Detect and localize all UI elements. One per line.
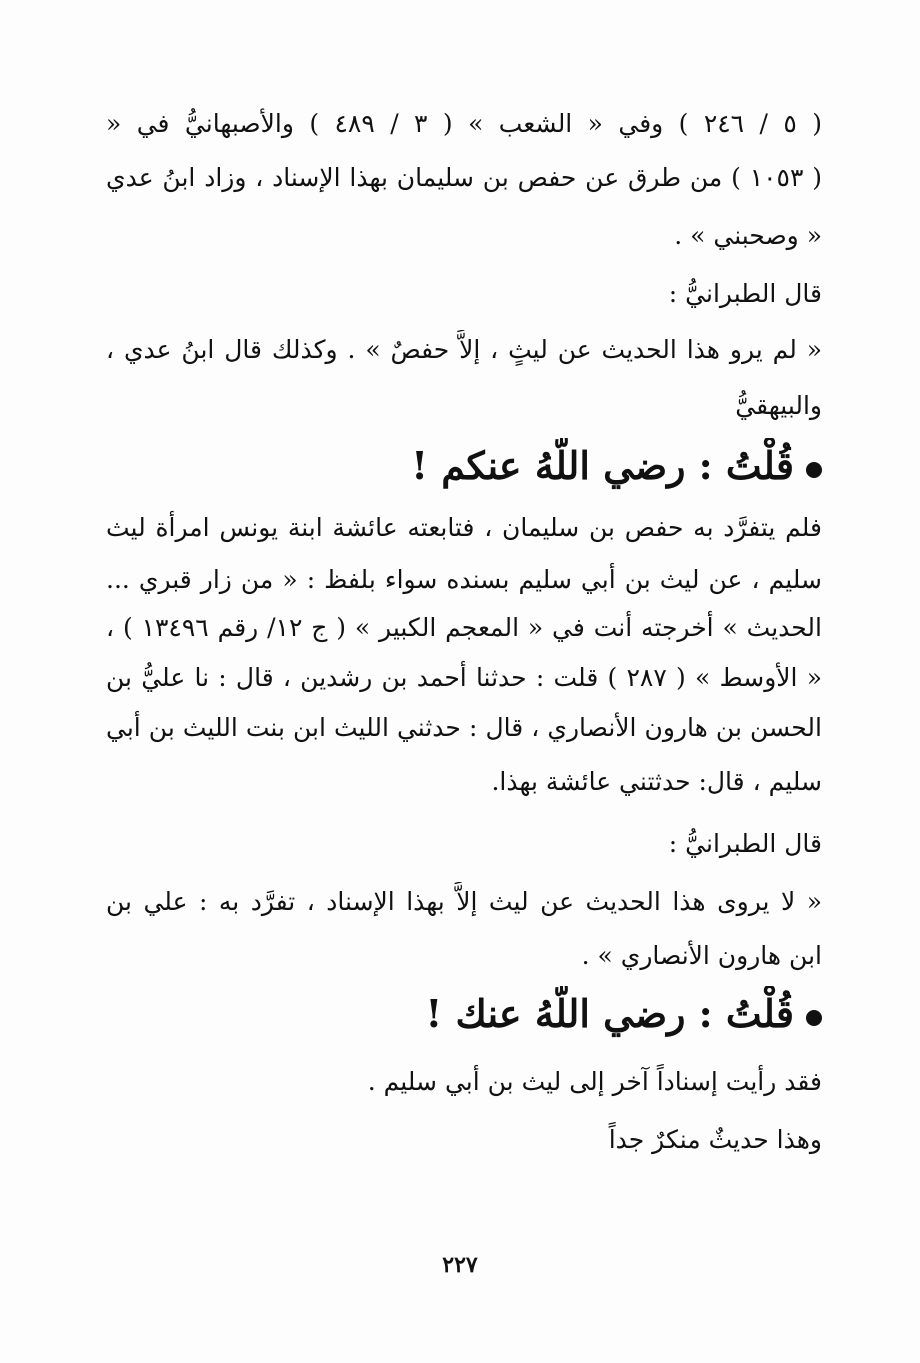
text-line-4: قال الطبرانيُّ :	[668, 279, 822, 308]
text-line-8: سليم ، عن ليث بن أبي سليم بسنده سواء بلفظ : « من زار قبري ...	[106, 565, 822, 594]
text-line-14: « لا يروى هذا الحديث عن ليث إلاَّ بهذا الإسناد ، تفرَّد به : علي بن	[106, 887, 822, 916]
text-line-10: « الأوسط » ( ٢٨٧ ) قلت : حدثنا أحمد بن رشدين ، قال : نا عليُّ بن	[106, 663, 822, 692]
text-line-13: قال الطبرانيُّ :	[668, 829, 822, 858]
page-number: ٢٢٧	[442, 1252, 478, 1278]
text-line-5: « لم يرو هذا الحديث عن ليثٍ ، إلاَّ حفصٌ » . وكذلك قال ابنُ عدي ،	[106, 335, 822, 364]
text-line-1: ( ٥ / ٢٤٦ ) وفي « الشعب » ( ٣ / ٤٨٩ ) والأصبهانيُّ في «	[106, 109, 822, 138]
text-line-15: ابن هارون الأنصاري » .	[581, 941, 822, 970]
heading-text: قُلْتُ : رضي اللَّهُ عنكم !	[411, 443, 794, 488]
text-line-3: « وصحبني » .	[674, 221, 822, 250]
section-heading-2	[106, 986, 822, 1042]
text-line-11: الحسن بن هارون الأنصاري ، قال : حدثني الليث ابن بنت الليث بن أبي	[106, 713, 822, 742]
heading-text: قُلْتُ : رضي اللَّهُ عنك !	[425, 991, 794, 1036]
section-heading-1	[106, 438, 822, 494]
bullet-icon	[806, 462, 822, 478]
text-line-12: سليم ، قال: حدثتني عائشة بهذا.	[491, 767, 822, 796]
bullet-icon	[806, 1010, 822, 1026]
text-line-16: فقد رأيت إسناداً آخر إلى ليث بن أبي سليم .	[367, 1067, 822, 1096]
text-line-2: ( ١٠٥٣ ) من طرق عن حفص بن سليمان بهذا الإسناد ، وزاد ابنُ عدي	[106, 163, 822, 192]
text-line-7: فلم يتفرَّد به حفص بن سليمان ، فتابعته عائشة ابنة يونس امرأة ليث	[106, 513, 822, 542]
text-line-6: والبيهقيُّ	[735, 391, 822, 420]
text-line-9: الحديث » أخرجته أنت في « المعجم الكبير » ( ج ١٢/ رقم ١٣٤٩٦ ) ،	[106, 613, 822, 642]
text-line-17: وهذا حديثٌ منكرٌ جداً	[608, 1125, 822, 1154]
